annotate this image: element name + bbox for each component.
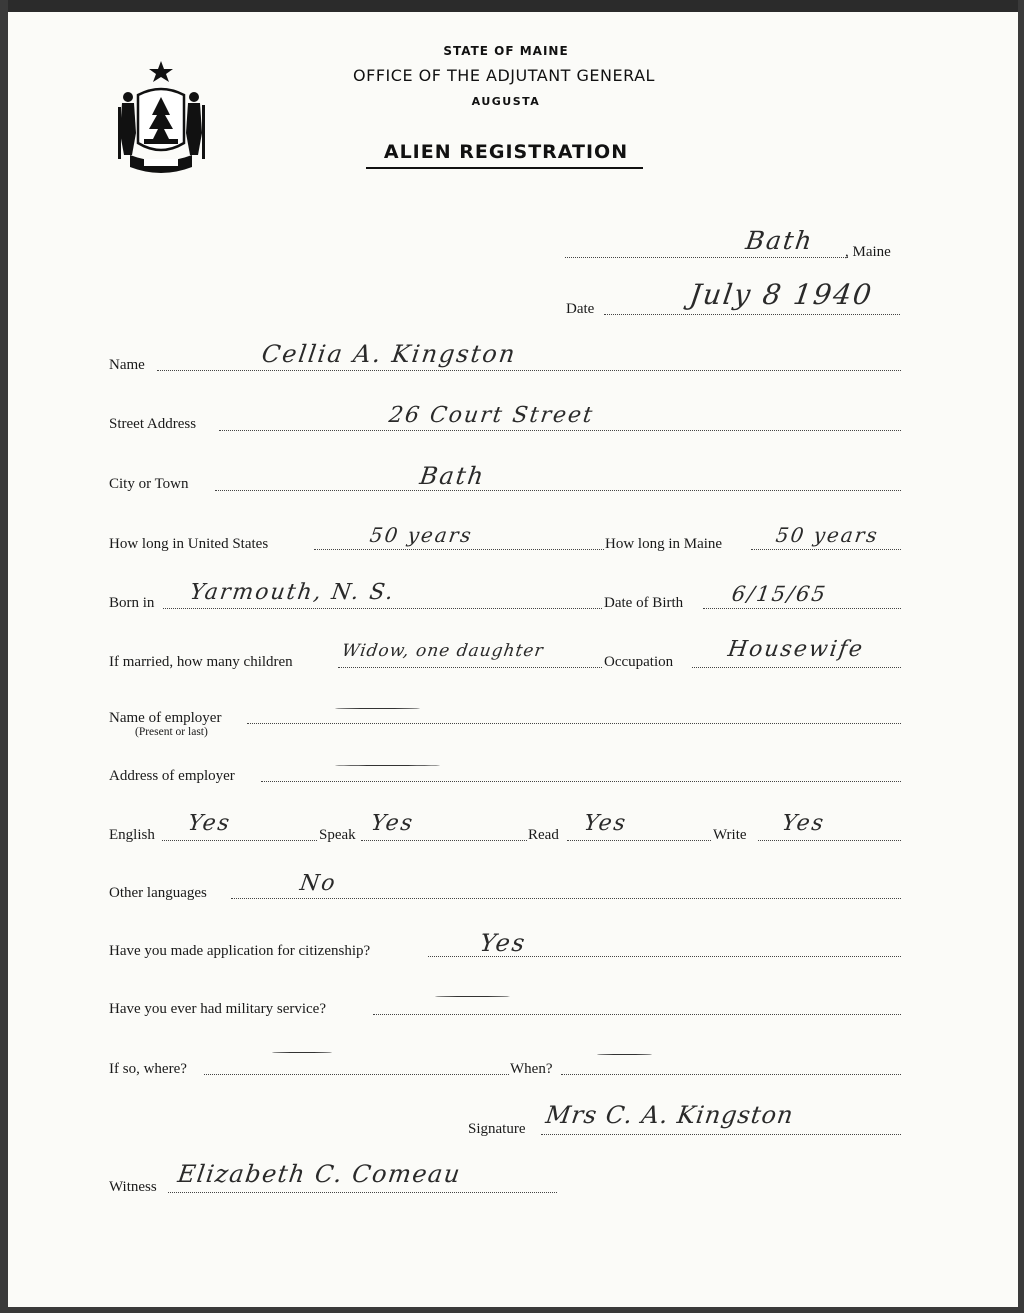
signature-line [541, 1134, 901, 1135]
city-value: Bath [418, 462, 488, 490]
read-line [567, 840, 711, 841]
children-label: If married, how many children [109, 654, 293, 670]
us-duration-line [314, 549, 604, 550]
name-value: Cellia A. Kingston [260, 340, 519, 368]
place-value: Bath [743, 226, 816, 255]
military-line [373, 1014, 901, 1015]
citizenship-label: Have you made application for citizenship? [109, 943, 371, 959]
other-languages-line [231, 898, 901, 899]
born-label: Born in [109, 595, 155, 611]
name-label: Name [109, 357, 145, 373]
employer-address-line [261, 781, 901, 782]
occupation-line [692, 667, 901, 668]
place-suffix: , Maine [845, 244, 891, 260]
header-office: OFFICE OF THE ADJUTANT GENERAL [353, 66, 655, 85]
city-line [215, 490, 901, 491]
date-line [604, 314, 900, 315]
header-state: STATE OF MAINE [443, 44, 569, 58]
children-value: Widow, one daughter [340, 641, 545, 661]
speak-value: Yes [369, 811, 416, 836]
write-value: Yes [780, 811, 827, 836]
english-value: Yes [186, 811, 233, 836]
name-line [157, 370, 901, 371]
employer-address-dash-mark [335, 765, 440, 766]
city-label: City or Town [109, 476, 189, 492]
signature-value: Mrs C. A. Kingston [544, 1101, 796, 1129]
street-label: Street Address [109, 416, 197, 432]
other-languages-value: No [298, 871, 339, 896]
english-line [162, 840, 317, 841]
other-languages-label: Other languages [109, 885, 207, 901]
signature-label: Signature [468, 1121, 526, 1137]
us-duration-label: How long in United States [109, 536, 269, 552]
where-line [204, 1074, 509, 1075]
occupation-value: Housewife [726, 637, 866, 662]
street-line [219, 430, 901, 431]
employer-label: Name of employer [109, 710, 222, 726]
date-value: July 8 1940 [687, 278, 876, 311]
scan-edge-right [1018, 0, 1024, 1313]
scan-edge-bottom [0, 1307, 1024, 1313]
where-label: If so, where? [109, 1061, 187, 1077]
witness-line [168, 1192, 557, 1193]
speak-label: Speak [319, 827, 356, 843]
witness-label: Witness [109, 1179, 157, 1195]
write-label: Write [713, 827, 747, 843]
maine-duration-line [751, 549, 901, 550]
employer-address-label: Address of employer [109, 768, 235, 784]
us-duration-value: 50 years [368, 523, 475, 547]
employer-dash-mark [335, 708, 420, 709]
date-label: Date [566, 301, 595, 317]
military-dash-mark [435, 996, 510, 997]
military-label: Have you ever had military service? [109, 1001, 326, 1017]
read-label: Read [528, 827, 559, 843]
dob-label: Date of Birth [604, 595, 684, 611]
write-line [758, 840, 901, 841]
dob-value: 6/15/65 [730, 582, 829, 606]
employer-sublabel: (Present or last) [135, 726, 208, 738]
read-value: Yes [582, 811, 629, 836]
born-value: Yarmouth, N. S. [188, 580, 397, 605]
street-value: 26 Court Street [387, 403, 596, 428]
when-line [561, 1074, 901, 1075]
title-underline [366, 167, 643, 169]
english-label: English [109, 827, 155, 843]
scan-edge-top [0, 0, 1024, 12]
maine-duration-value: 50 years [774, 523, 881, 547]
form-title: ALIEN REGISTRATION [383, 141, 629, 163]
when-label: When? [510, 1061, 553, 1077]
maine-duration-label: How long in Maine [605, 536, 723, 552]
speak-line [361, 840, 527, 841]
header-city: AUGUSTA [471, 95, 541, 108]
scan-edge-left [0, 0, 8, 1313]
dob-line [703, 608, 901, 609]
occupation-label: Occupation [604, 654, 674, 670]
where-dash-mark [272, 1052, 332, 1053]
employer-line [247, 723, 901, 724]
place-line [565, 257, 848, 258]
when-dash-mark [597, 1054, 652, 1055]
children-line [338, 667, 602, 668]
citizenship-value: Yes [478, 929, 529, 957]
witness-value: Elizabeth C. Comeau [176, 1160, 463, 1188]
born-line [163, 608, 602, 609]
